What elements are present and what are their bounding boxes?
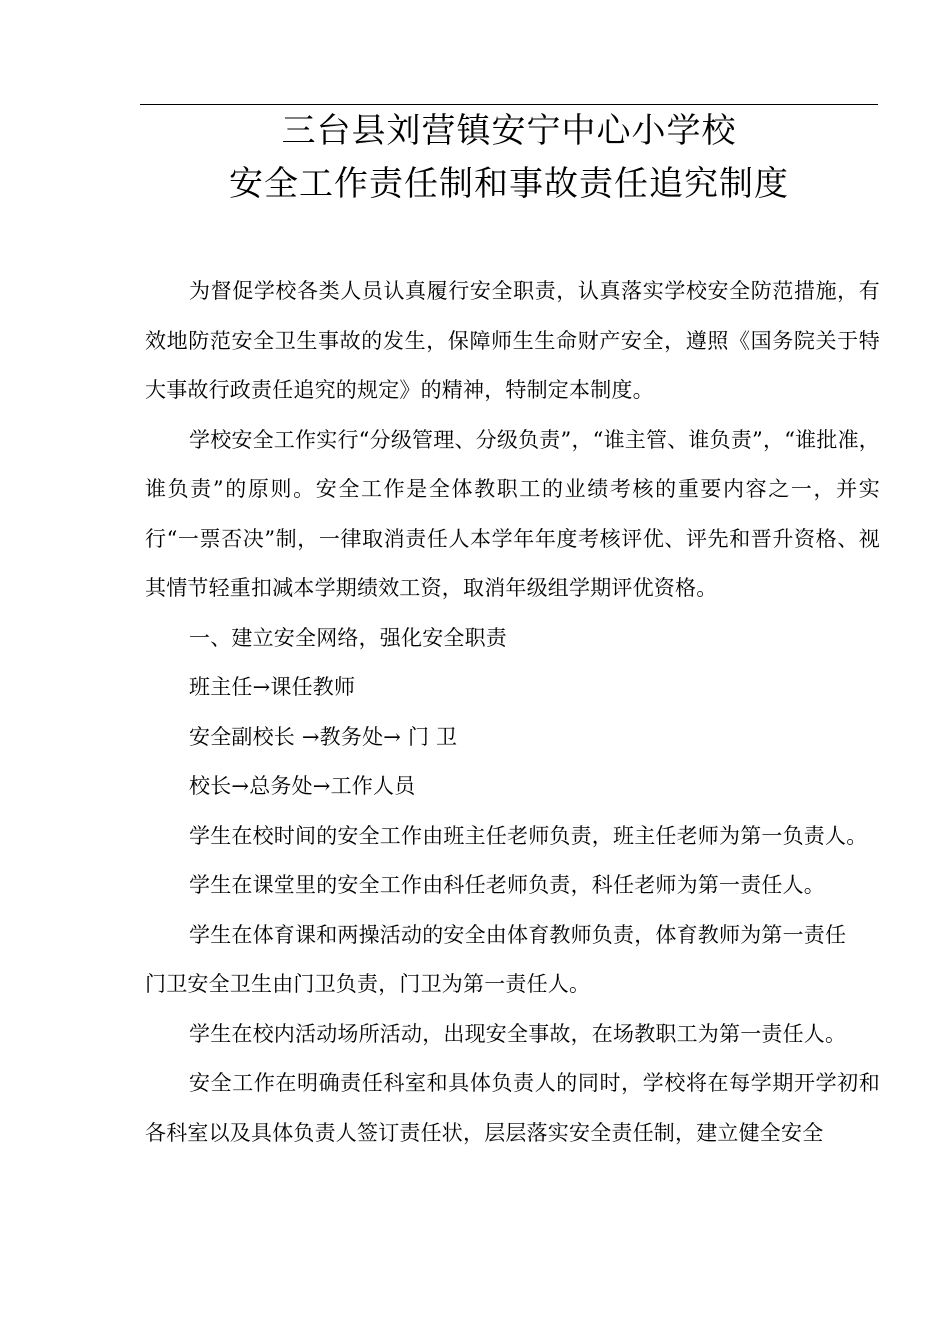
paragraph-principles: 学校安全工作实行“分级管理、分级负责”，“谁主管、谁负责”，“谁批准，谁负责”的原则。安全工作是全体教职工的业绩考核的重要内容之一，并实行“一票否决”制，一律取消责任人本学年年度考核评优、评先和晋升资格、视其情节轻重扣减本学期绩效工资，取消年级组学期评优资格。 <box>145 427 880 600</box>
title-line-1: 三台县刘营镇安宁中心小学校 <box>281 111 737 151</box>
title-line-2: 安全工作责任制和事故责任追究制度 <box>229 164 789 204</box>
paragraph-gate: 门卫安全卫生由门卫负责，门卫为第一责任人。 <box>145 972 591 996</box>
paragraph-pe: 学生在体育课和两操活动的安全由体育教师负责，体育教师为第一责任 <box>189 922 847 947</box>
paragraph-activity: 学生在校内活动场所活动，出现安全事故，在场教职工为第一责任人。 <box>189 1021 847 1046</box>
document-body <box>145 267 880 1158</box>
chain-line-3: 校长→总务处→工作人员 <box>189 774 416 798</box>
document-title <box>140 108 878 207</box>
paragraph-classroom: 学生在课堂里的安全工作由科任老师负责，科任老师为第一责任人。 <box>189 873 825 897</box>
paragraph-homeroom: 学生在校时间的安全工作由班主任老师负责，班主任老师为第一负责人。 <box>189 823 868 848</box>
chain-line-1: 班主任→课任教师 <box>189 675 356 699</box>
paragraph-purpose: 为督促学校各类人员认真履行安全职责，认真落实学校安全防范措施，有效地防范安全卫生事故的发生，保障师生生命财产安全，遵照《国务院关于特大事故行政责任追究的规定》的精神，特制定本制度。 <box>145 279 880 402</box>
chain-line-2: 安全副校长 →教务处→ 门 卫 <box>189 724 458 749</box>
paragraph-responsibility: 安全工作在明确责任科室和具体负责人的同时，学校将在每学期开学初和各科室以及具体负责人签订责任状，层层落实安全责任制，建立健全安全 <box>145 1071 880 1145</box>
header-rule <box>140 104 878 105</box>
section-heading: 一、建立安全网络，强化安全职责 <box>189 625 507 650</box>
